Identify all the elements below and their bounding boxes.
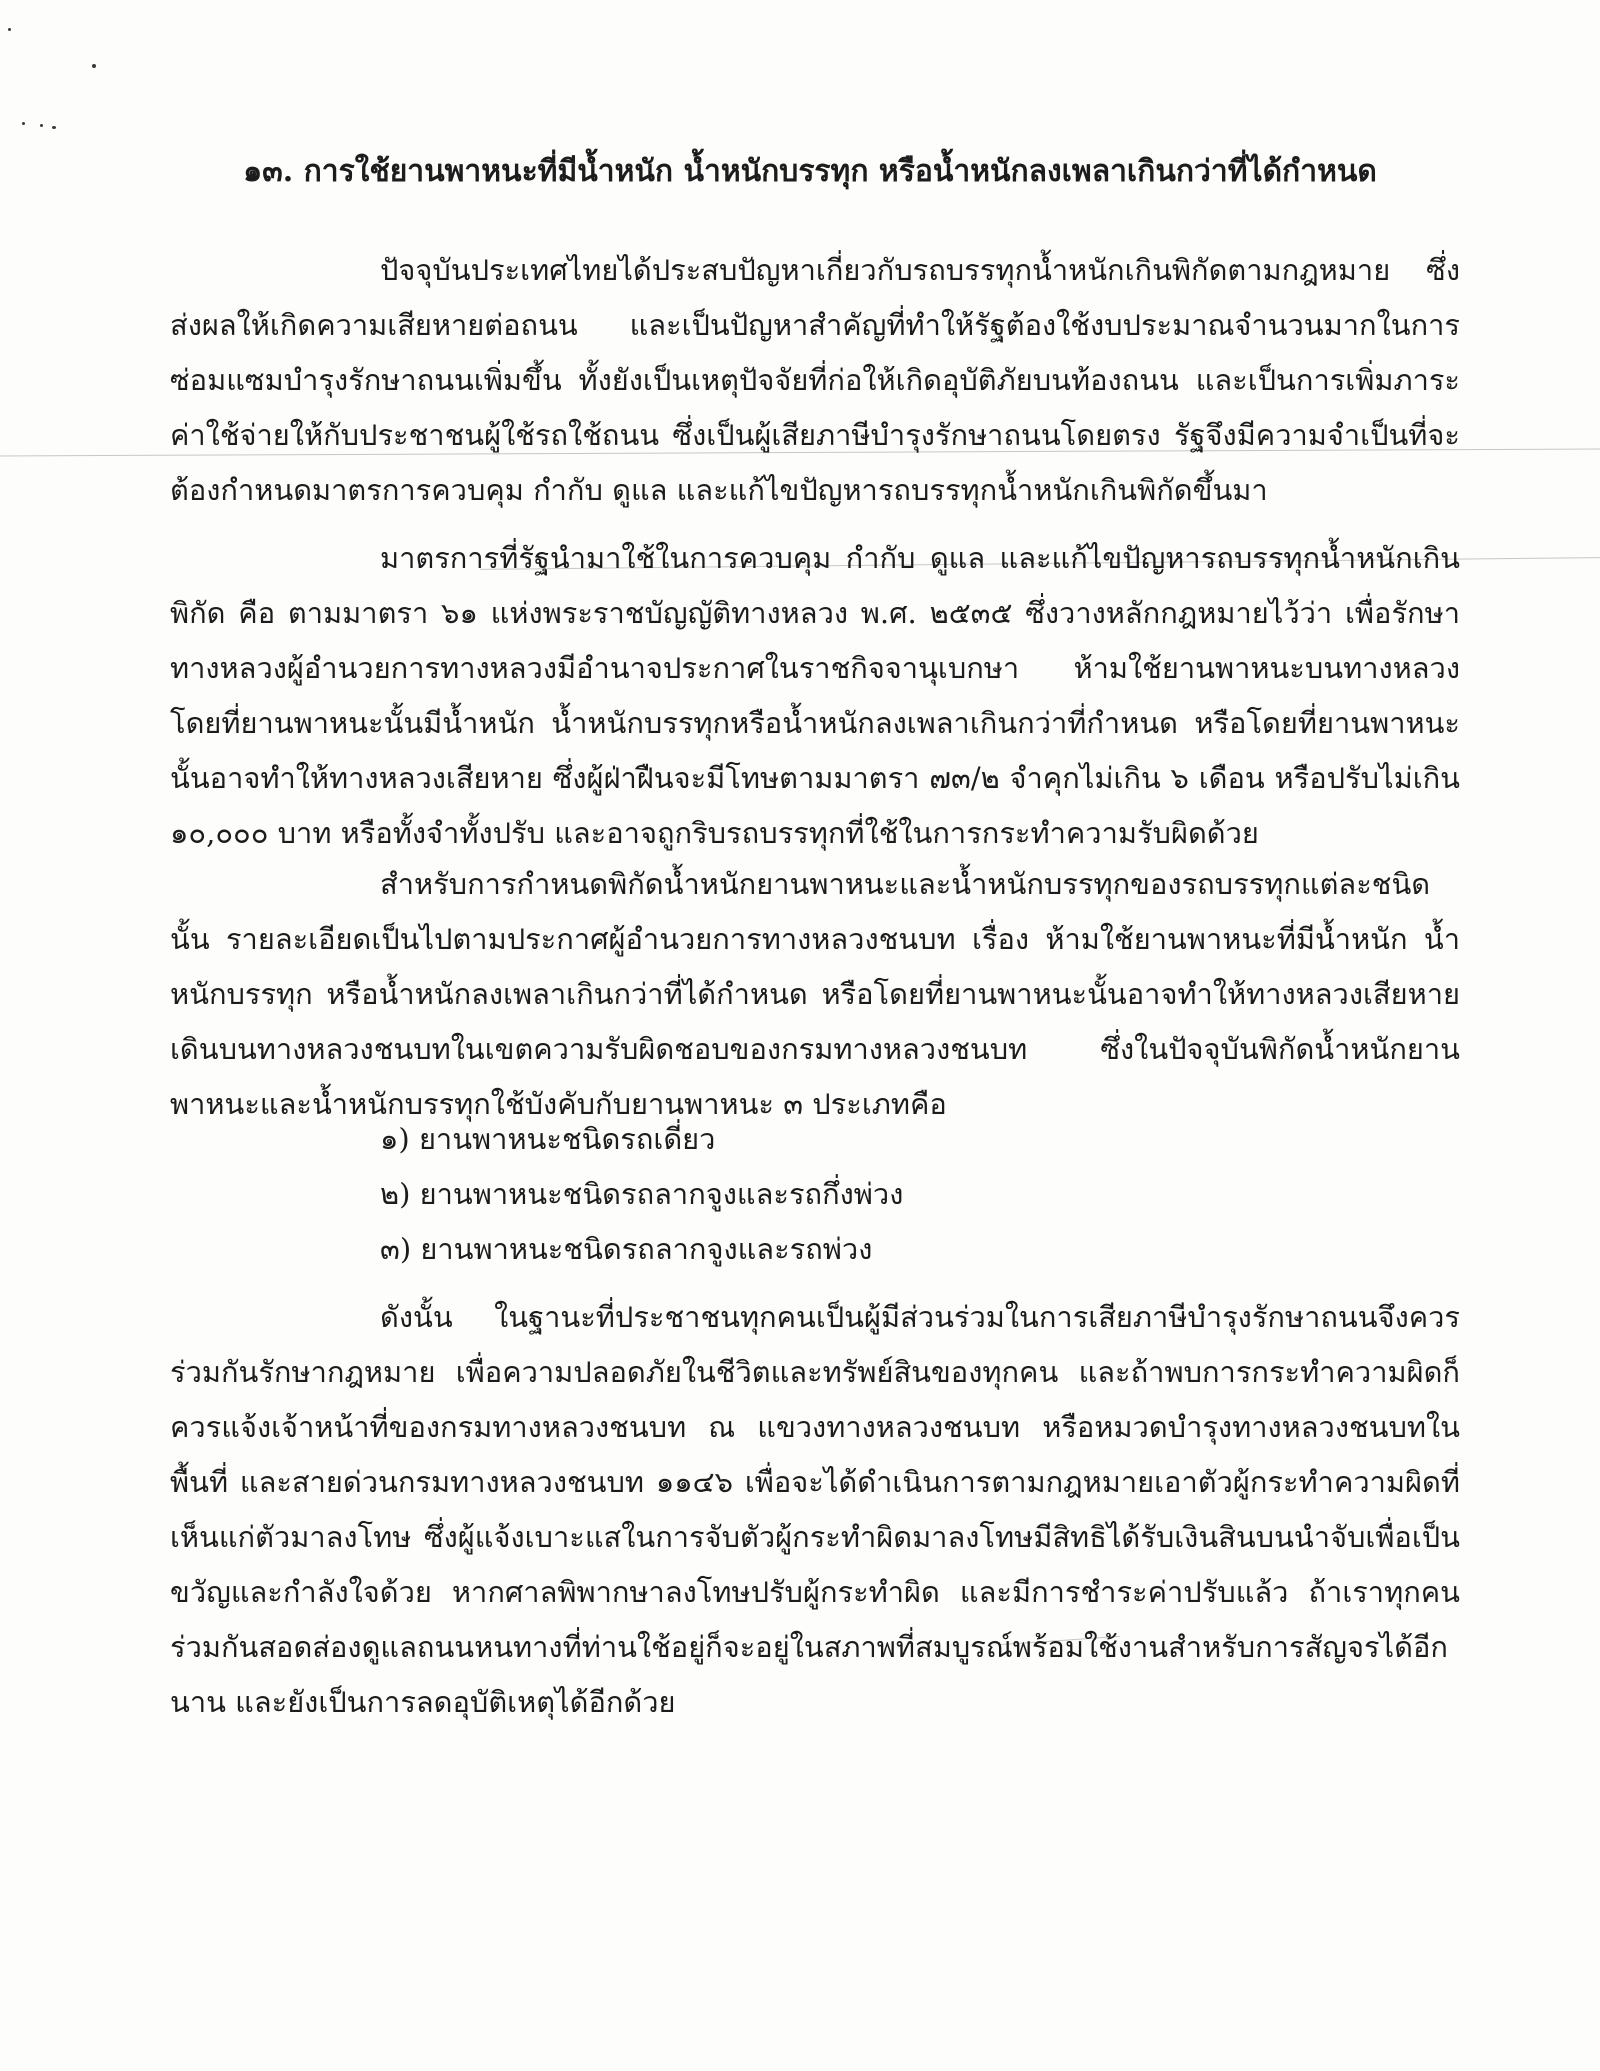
paragraph-conclusion: ดังนั้น ในฐานะที่ประชาชนทุกคนเป็นผู้มีส่วนร่วมในการเสียภาษีบำรุงรักษาถนนจึงควรร่วมกันรักษากฎหมาย เพื่อความปลอดภัยในชีวิตและทรัพย์สินของทุกคน และถ้าพบการกระทำความผิดก็ควรแจ้งเจ้าหน้าที่ของกรมทางหลวงชนบท ณ แขวงทางหลวงชนบท หรือหมวดบำรุงทางหลวงชนบทในพื้นที่ และสายด่วนกรมทางหลวงชนบท ๑๑๔๖ เพื่อจะได้ดำเนินการตามกฎหมายเอาตัวผู้กระทำความผิดที่เห็นแก่ตัวมาลงโทษ ซึ่งผู้แจ้งเบาะแสในการจับตัวผู้กระทำผิดมาลงโทษมีสิทธิได้รับเงินสินบนนำจับเพื่อเป็นขวัญและกำลังใจด้วย หากศาลพิพากษาลงโทษปรับผู้กระทำผิด และมีการชำระค่าปรับแล้ว ถ้าเราทุกคนร่วมกันสอดส่องดูแลถนนหนทางที่ท่านใช้อยู่ก็จะอยู่ในสภาพที่สมบูรณ์พร้อมใช้งานสำหรับการสัญจรได้อีกนาน และยังเป็นการลดอุบัติเหตุได้อีกด้วย [170, 1300, 1460, 1719]
list-item: ๒) ยานพาหนะชนิดรถลากจูงและรถกึ่งพ่วง [380, 1177, 904, 1211]
vehicle-type-list [380, 1112, 903, 1277]
scan-speck [52, 126, 56, 129]
scan-speck [40, 124, 43, 127]
scan-speck [22, 122, 25, 125]
document-title: ๑๓. การใช้ยานพาหนะที่มีน้ำหนัก น้ำหนักบรรทุก หรือน้ำหนักลงเพลาเกินกว่าที่ได้กำหนด [243, 154, 1377, 189]
scan-speck [92, 64, 96, 68]
scan-speck [8, 28, 11, 31]
list-item: ๑) ยานพาหนะชนิดรถเดี่ยว [380, 1122, 716, 1156]
paragraph-intro: ปัจจุบันประเทศไทยได้ประสบปัญหาเกี่ยวกับรถบรรทุกน้ำหนักเกินพิกัดตามกฎหมาย ซึ่งส่งผลให้เกิดความเสียหายต่อถนน และเป็นปัญหาสำคัญที่ทำให้รัฐต้องใช้งบประมาณจำนวนมากในการซ่อมแซมบำรุงรักษาถนนเพิ่มขึ้น ทั้งยังเป็นเหตุปัจจัยที่ก่อให้เกิดอุบัติภัยบนท้องถนน และเป็นการเพิ่มภาระค่าใช้จ่ายให้กับประชาชนผู้ใช้รถใช้ถนน ซึ่งเป็นผู้เสียภาษีบำรุงรักษาถนนโดยตรง รัฐจึงมีความจำเป็นที่จะต้องกำหนดมาตรการควบคุม กำกับ ดูแล และแก้ไขปัญหารถบรรทุกน้ำหนักเกินพิกัดขึ้นมา [170, 253, 1460, 507]
list-item: ๓) ยานพาหนะชนิดรถลากจูงและรถพ่วง [380, 1232, 873, 1266]
paragraph-weight-limits: สำหรับการกำหนดพิกัดน้ำหนักยานพาหนะและน้ำหนักบรรทุกของรถบรรทุกแต่ละชนิดนั้น รายละเอียดเป็นไปตามประกาศผู้อำนวยการทางหลวงชนบท เรื่อง ห้ามใช้ยานพาหนะที่มีน้ำหนัก น้ำหนักบรรทุก หรือน้ำหนักลงเพลาเกินกว่าที่ได้กำหนด หรือโดยที่ยานพาหนะนั้นอาจทำให้ทางหลวงเสียหายเดินบนทางหลวงชนบทในเขตความรับผิดชอบของกรมทางหลวงชนบท ซึ่งในปัจจุบันพิกัดน้ำหนักยานพาหนะและน้ำหนักบรรทุกใช้บังคับกับยานพาหนะ ๓ ประเภทคือ [170, 867, 1460, 1121]
paragraph-measures: มาตรการที่รัฐนำมาใช้ในการควบคุม กำกับ ดูแล และแก้ไขปัญหารถบรรทุกน้ำหนักเกินพิกัด คือ ตามมาตรา ๖๑ แห่งพระราชบัญญัติทางหลวง พ.ศ. ๒๕๓๕ ซึ่งวางหลักกฎหมายไว้ว่า เพื่อรักษาทางหลวงผู้อำนวยการทางหลวงมีอำนาจประกาศในราชกิจจานุเบกษา ห้ามใช้ยานพาหนะบนทางหลวง โดยที่ยานพาหนะนั้นมีน้ำหนัก น้ำหนักบรรทุกหรือน้ำหนักลงเพลาเกินกว่าที่กำหนด หรือโดยที่ยานพาหนะนั้นอาจทำให้ทางหลวงเสียหาย ซึ่งผู้ฝ่าฝืนจะมีโทษตามมาตรา ๗๓/๒ จำคุกไม่เกิน ๖ เดือน หรือปรับไม่เกิน ๑๐,๐๐๐ บาท หรือทั้งจำทั้งปรับ และอาจถูกริบรถบรรทุกที่ใช้ในการกระทำความรับผิดด้วย [170, 541, 1460, 850]
